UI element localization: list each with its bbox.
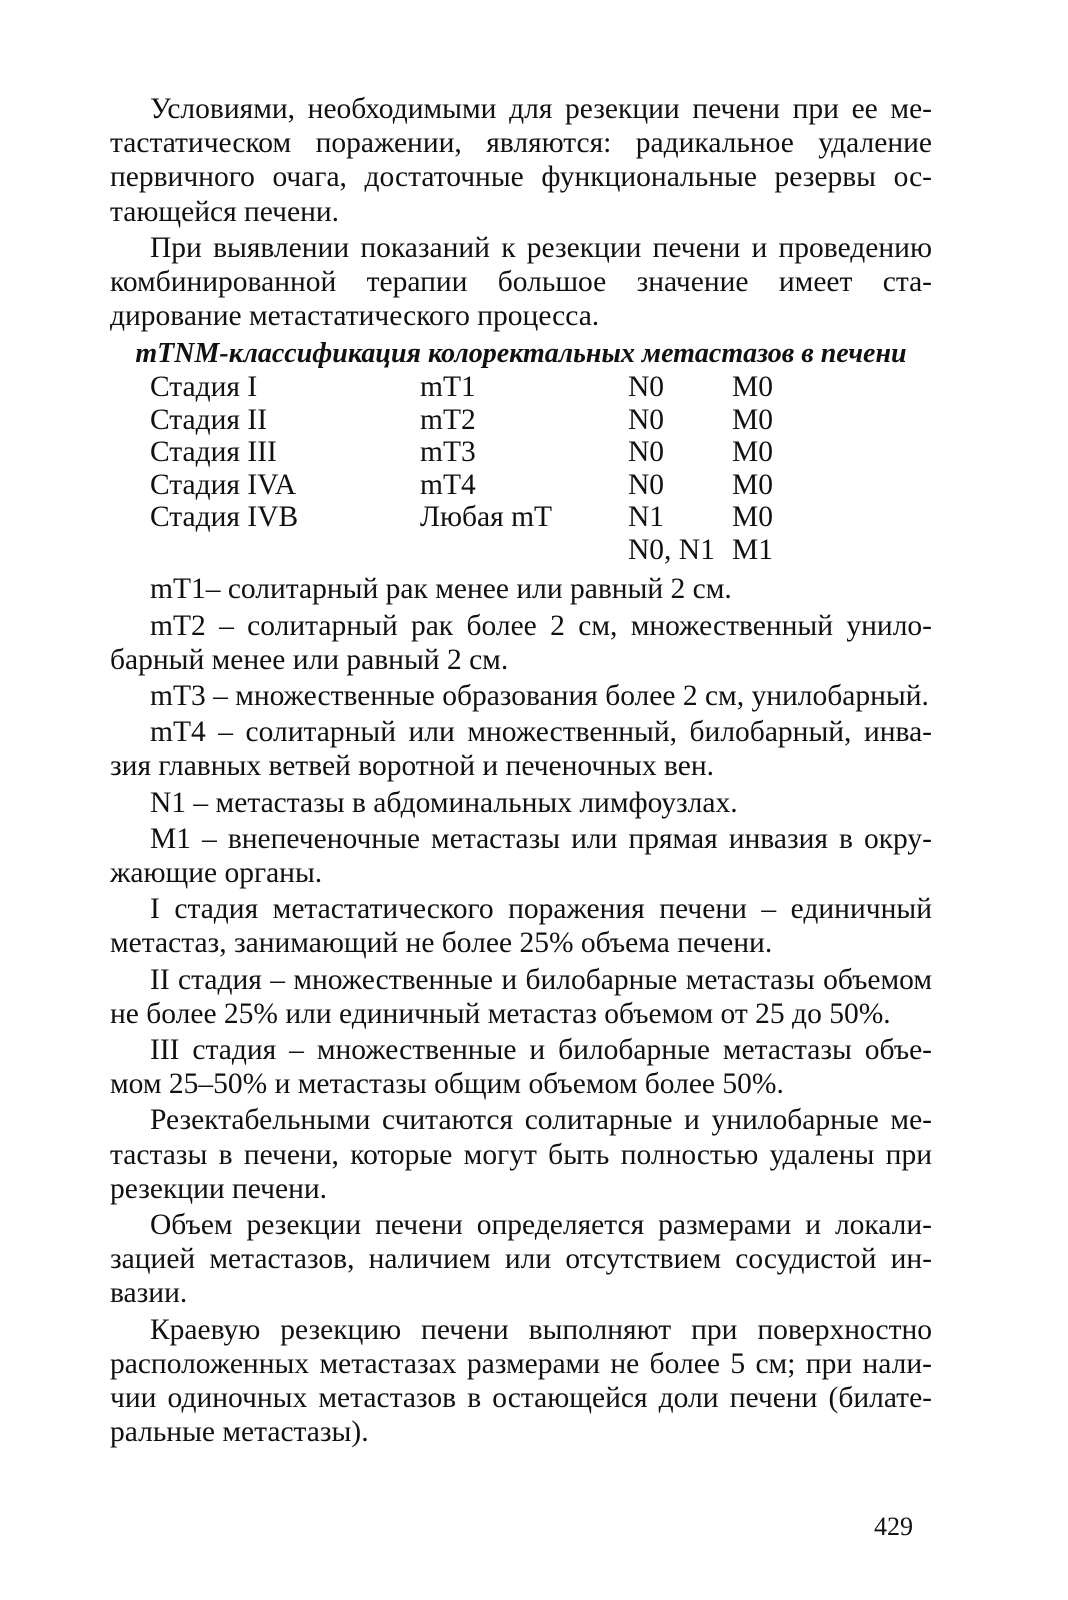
page-number: 429	[874, 1512, 913, 1541]
paragraph: Краевую резекцию печени выполняют при поверхностно расположенных метастазах размерами не более 5 см; при наличии одиночных метастазов в остающейся доли печени (билатеральные метастазы).	[110, 1313, 932, 1449]
paragraph: mT4 – солитарный или множественный, билобарный, инвазия главных ветвей воротной и печеночных вен.	[110, 716, 932, 783]
table-caption: mTNM-классификация колоректальных метастазов в печени	[135, 338, 907, 370]
stage-cell: Стадия II	[150, 403, 268, 436]
table-row	[150, 404, 792, 437]
paragraph: I стадия метастатического поражения печени – единичный метастаз, занимающий не более 25% объема печени.	[110, 893, 932, 960]
m-cell: M0	[732, 403, 773, 436]
stage-cell	[150, 534, 420, 567]
table-row	[150, 534, 792, 567]
paragraph: Условиями, необходимыми для резекции печени при ее метастатическом поражении, являются: радикальное удаление первичного очага, достаточные функциональные резервы остающейся печени.	[110, 93, 932, 228]
paragraph: Резектабельными считаются солитарные и унилобарные метастазы в печени, которые могут быть полностью удалены при резекции печени.	[110, 1104, 932, 1205]
table-row	[150, 469, 792, 502]
paragraph: Объем резекции печени определяется размерами и локализацией метастазов, наличием или отсутствием сосудистой инвазии.	[110, 1209, 932, 1310]
m-cell: M0	[732, 501, 773, 534]
tnm-table	[150, 371, 792, 566]
stage-cell: Стадия IVB	[150, 501, 299, 534]
page-body	[110, 92, 932, 1452]
m-cell: M1	[732, 533, 773, 566]
paragraph: III стадия – множественные и билобарные метастазы объемом 25–50% и метастазы общим объемом более 50%.	[110, 1034, 932, 1101]
paragraph: mT2 – солитарный рак более 2 см, множественный унилобарный менее или равный 2 см.	[110, 609, 932, 676]
table-row	[150, 371, 792, 404]
paragraph: M1 – внепеченочные метастазы или прямая инвазия в окружающие органы.	[110, 822, 932, 890]
m-cell: M0	[732, 436, 773, 469]
table-row	[150, 436, 792, 469]
paragraph: N1 – метастазы в абдоминальных лимфоузлах.	[150, 786, 738, 819]
n-cell: N1	[628, 501, 665, 534]
t-cell: mT1	[420, 371, 476, 404]
t-cell: mT4	[420, 468, 476, 501]
stage-cell: Стадия I	[150, 371, 258, 404]
n-cell: N0	[628, 403, 665, 436]
n-cell: N0	[628, 436, 665, 469]
paragraph: При выявлении показаний к резекции печени и проведению комбинированной терапии большое значение имеет стадирование метастатического процесса.	[110, 231, 932, 333]
stage-cell: Стадия III	[150, 436, 277, 469]
n-cell: N0	[628, 371, 665, 404]
n-cell: N0, N1	[628, 533, 715, 566]
stage-cell: Стадия IVA	[150, 468, 297, 501]
t-cell	[420, 534, 628, 567]
t-cell: Любая mT	[420, 501, 553, 534]
t-cell: mT2	[420, 403, 476, 436]
table-row	[150, 501, 792, 534]
n-cell: N0	[628, 468, 665, 501]
t-cell: mT3	[420, 436, 476, 469]
m-cell: M0	[732, 371, 773, 404]
paragraph: mT1– солитарный рак менее или равный 2 см.	[150, 573, 732, 606]
m-cell: M0	[732, 468, 773, 501]
paragraph: mT3 – множественные образования более 2 см, унилобарный.	[150, 680, 929, 713]
paragraph: II стадия – множественные и билобарные метастазы объемом не более 25% или единичный метастаз объемом от 25 до 50%.	[110, 963, 932, 1030]
